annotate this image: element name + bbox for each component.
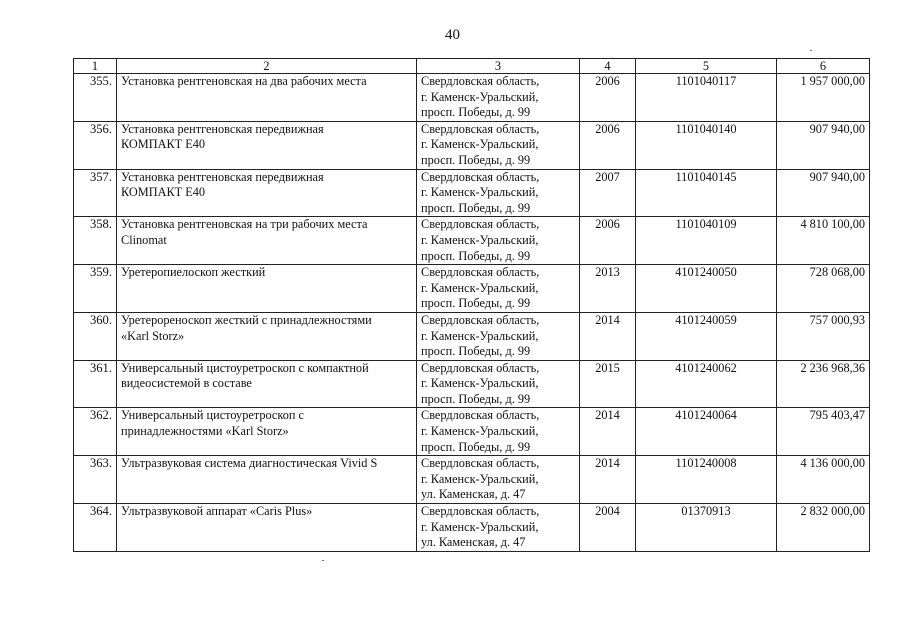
address-line: г. Каменск-Уральский, bbox=[421, 471, 539, 486]
row-number-cell: 363. bbox=[74, 456, 117, 504]
item-name-line: «Karl Storz» bbox=[121, 328, 185, 343]
item-name-line: Установка рентгеновская на два рабочих места bbox=[121, 74, 367, 88]
row-number-cell: 358. bbox=[74, 217, 117, 265]
year-cell: 2014 bbox=[580, 312, 636, 360]
year-cell: 2006 bbox=[580, 121, 636, 169]
item-name-line: Универсальный цистоуретроскоп с bbox=[121, 408, 305, 423]
page-number: 40 bbox=[445, 27, 460, 43]
address-line: просп. Победы, д. 99 bbox=[421, 248, 531, 263]
address-cell bbox=[417, 74, 580, 122]
address-line: г. Каменск-Уральский, bbox=[421, 280, 539, 295]
item-name-cell bbox=[117, 265, 417, 313]
address-line: Свердловская область, bbox=[421, 408, 540, 423]
address-line: г. Каменск-Уральский, bbox=[421, 185, 539, 200]
row-number-cell: 362. bbox=[74, 408, 117, 456]
column-header: 5 bbox=[636, 59, 777, 74]
item-name-line: видеосистемой в составе bbox=[121, 376, 252, 391]
item-name-line: Clinomat bbox=[121, 232, 167, 247]
price-cell: 4 136 000,00 bbox=[777, 456, 870, 504]
address-line: просп. Победы, д. 99 bbox=[421, 344, 531, 359]
table-row bbox=[74, 121, 870, 169]
table-row bbox=[74, 504, 870, 552]
item-name-line: Ультразвуковая система диагностическая Vivid S bbox=[121, 456, 378, 471]
table-row bbox=[74, 360, 870, 408]
table-row bbox=[74, 217, 870, 265]
item-name-line: Установка рентгеновская передвижная bbox=[121, 169, 324, 184]
inventory-number-cell: 1101040140 bbox=[636, 121, 777, 169]
address-line: Свердловская область, bbox=[421, 217, 540, 232]
column-header: 6 bbox=[777, 59, 870, 74]
item-name-cell bbox=[117, 408, 417, 456]
address-cell bbox=[417, 217, 580, 265]
table-row bbox=[74, 456, 870, 504]
row-number-cell: 355. bbox=[74, 74, 117, 122]
year-cell: 2014 bbox=[580, 408, 636, 456]
address-line: г. Каменск-Уральский, bbox=[421, 376, 539, 391]
address-line: Свердловская область, bbox=[421, 360, 540, 375]
column-number-row bbox=[74, 59, 870, 74]
year-cell: 2007 bbox=[580, 169, 636, 217]
inventory-number-cell: 1101240008 bbox=[636, 456, 777, 504]
table-row bbox=[74, 265, 870, 313]
address-line: просп. Победы, д. 99 bbox=[421, 152, 531, 167]
item-name-line: Установка рентгеновская на три рабочих места bbox=[121, 217, 368, 232]
column-header: 3 bbox=[417, 59, 580, 74]
address-cell bbox=[417, 121, 580, 169]
column-header: 2 bbox=[117, 59, 417, 74]
price-cell: 795 403,47 bbox=[777, 408, 870, 456]
address-line: просп. Победы, д. 99 bbox=[421, 439, 531, 454]
address-line: Свердловская область, bbox=[421, 74, 540, 88]
address-line: просп. Победы, д. 99 bbox=[421, 391, 531, 406]
inventory-number-cell: 4101240059 bbox=[636, 312, 777, 360]
scan-speck bbox=[322, 560, 324, 561]
address-line: ул. Каменская, д. 47 bbox=[421, 487, 526, 502]
row-number-cell: 364. bbox=[74, 504, 117, 552]
address-line: Свердловская область, bbox=[421, 169, 540, 184]
inventory-number-cell: 4101240050 bbox=[636, 265, 777, 313]
address-line: Свердловская область, bbox=[421, 121, 540, 136]
table-row bbox=[74, 408, 870, 456]
address-cell bbox=[417, 312, 580, 360]
item-name-cell bbox=[117, 74, 417, 122]
price-cell: 907 940,00 bbox=[777, 121, 870, 169]
address-line: просп. Победы, д. 99 bbox=[421, 296, 531, 311]
address-line: г. Каменск-Уральский, bbox=[421, 328, 539, 343]
item-name-line: КОМПАКТ Е40 bbox=[121, 137, 206, 152]
address-cell bbox=[417, 169, 580, 217]
year-cell: 2014 bbox=[580, 456, 636, 504]
item-name-line: Уретеропиелоскоп жесткий bbox=[121, 265, 266, 280]
asset-table-body bbox=[74, 59, 870, 552]
address-line: просп. Победы, д. 99 bbox=[421, 105, 531, 120]
item-name-cell bbox=[117, 169, 417, 217]
item-name-line: принадлежностями «Karl Storz» bbox=[121, 424, 289, 439]
address-cell bbox=[417, 265, 580, 313]
address-line: просп. Победы, д. 99 bbox=[421, 200, 531, 215]
address-line: Свердловская область, bbox=[421, 504, 540, 519]
scan-speck bbox=[810, 50, 812, 51]
table-row bbox=[74, 169, 870, 217]
price-cell: 4 810 100,00 bbox=[777, 217, 870, 265]
price-cell: 2 832 000,00 bbox=[777, 504, 870, 552]
item-name-cell bbox=[117, 121, 417, 169]
price-cell: 1 957 000,00 bbox=[777, 74, 870, 122]
table-row bbox=[74, 74, 870, 122]
inventory-number-cell: 01370913 bbox=[636, 504, 777, 552]
item-name-cell bbox=[117, 312, 417, 360]
item-name-cell bbox=[117, 456, 417, 504]
item-name-line: Ультразвуковой аппарат «Caris Plus» bbox=[121, 504, 313, 519]
address-cell bbox=[417, 456, 580, 504]
price-cell: 757 000,93 bbox=[777, 312, 870, 360]
address-cell bbox=[417, 504, 580, 552]
row-number-cell: 359. bbox=[74, 265, 117, 313]
year-cell: 2004 bbox=[580, 504, 636, 552]
column-header: 4 bbox=[580, 59, 636, 74]
row-number-cell: 360. bbox=[74, 312, 117, 360]
item-name-cell bbox=[117, 360, 417, 408]
address-line: г. Каменск-Уральский, bbox=[421, 137, 539, 152]
address-line: г. Каменск-Уральский, bbox=[421, 424, 539, 439]
address-cell bbox=[417, 360, 580, 408]
year-cell: 2015 bbox=[580, 360, 636, 408]
address-line: ул. Каменская, д. 47 bbox=[421, 535, 526, 550]
address-line: Свердловская область, bbox=[421, 312, 540, 327]
table-row bbox=[74, 312, 870, 360]
address-line: г. Каменск-Уральский, bbox=[421, 232, 539, 247]
row-number-cell: 356. bbox=[74, 121, 117, 169]
address-line: Свердловская область, bbox=[421, 456, 540, 471]
row-number-cell: 361. bbox=[74, 360, 117, 408]
price-cell: 2 236 968,36 bbox=[777, 360, 870, 408]
address-line: Свердловская область, bbox=[421, 265, 540, 280]
price-cell: 907 940,00 bbox=[777, 169, 870, 217]
inventory-number-cell: 1101040145 bbox=[636, 169, 777, 217]
inventory-number-cell: 1101040117 bbox=[636, 74, 777, 122]
item-name-line: Установка рентгеновская передвижная bbox=[121, 121, 324, 136]
item-name-cell bbox=[117, 504, 417, 552]
address-line: г. Каменск-Уральский, bbox=[421, 519, 539, 534]
inventory-number-cell: 4101240064 bbox=[636, 408, 777, 456]
address-cell bbox=[417, 408, 580, 456]
year-cell: 2006 bbox=[580, 217, 636, 265]
inventory-number-cell: 4101240062 bbox=[636, 360, 777, 408]
inventory-number-cell: 1101040109 bbox=[636, 217, 777, 265]
item-name-cell bbox=[117, 217, 417, 265]
item-name-line: Уретерореноскоп жесткий с принадлежностями bbox=[121, 312, 372, 327]
year-cell: 2013 bbox=[580, 265, 636, 313]
item-name-line: Универсальный цистоуретроскоп с компактной bbox=[121, 360, 369, 375]
address-line: г. Каменск-Уральский, bbox=[421, 89, 539, 104]
price-cell: 728 068,00 bbox=[777, 265, 870, 313]
year-cell: 2006 bbox=[580, 74, 636, 122]
asset-table bbox=[73, 58, 870, 552]
item-name-line: КОМПАКТ Е40 bbox=[121, 185, 206, 200]
row-number-cell: 357. bbox=[74, 169, 117, 217]
column-header: 1 bbox=[74, 59, 117, 74]
